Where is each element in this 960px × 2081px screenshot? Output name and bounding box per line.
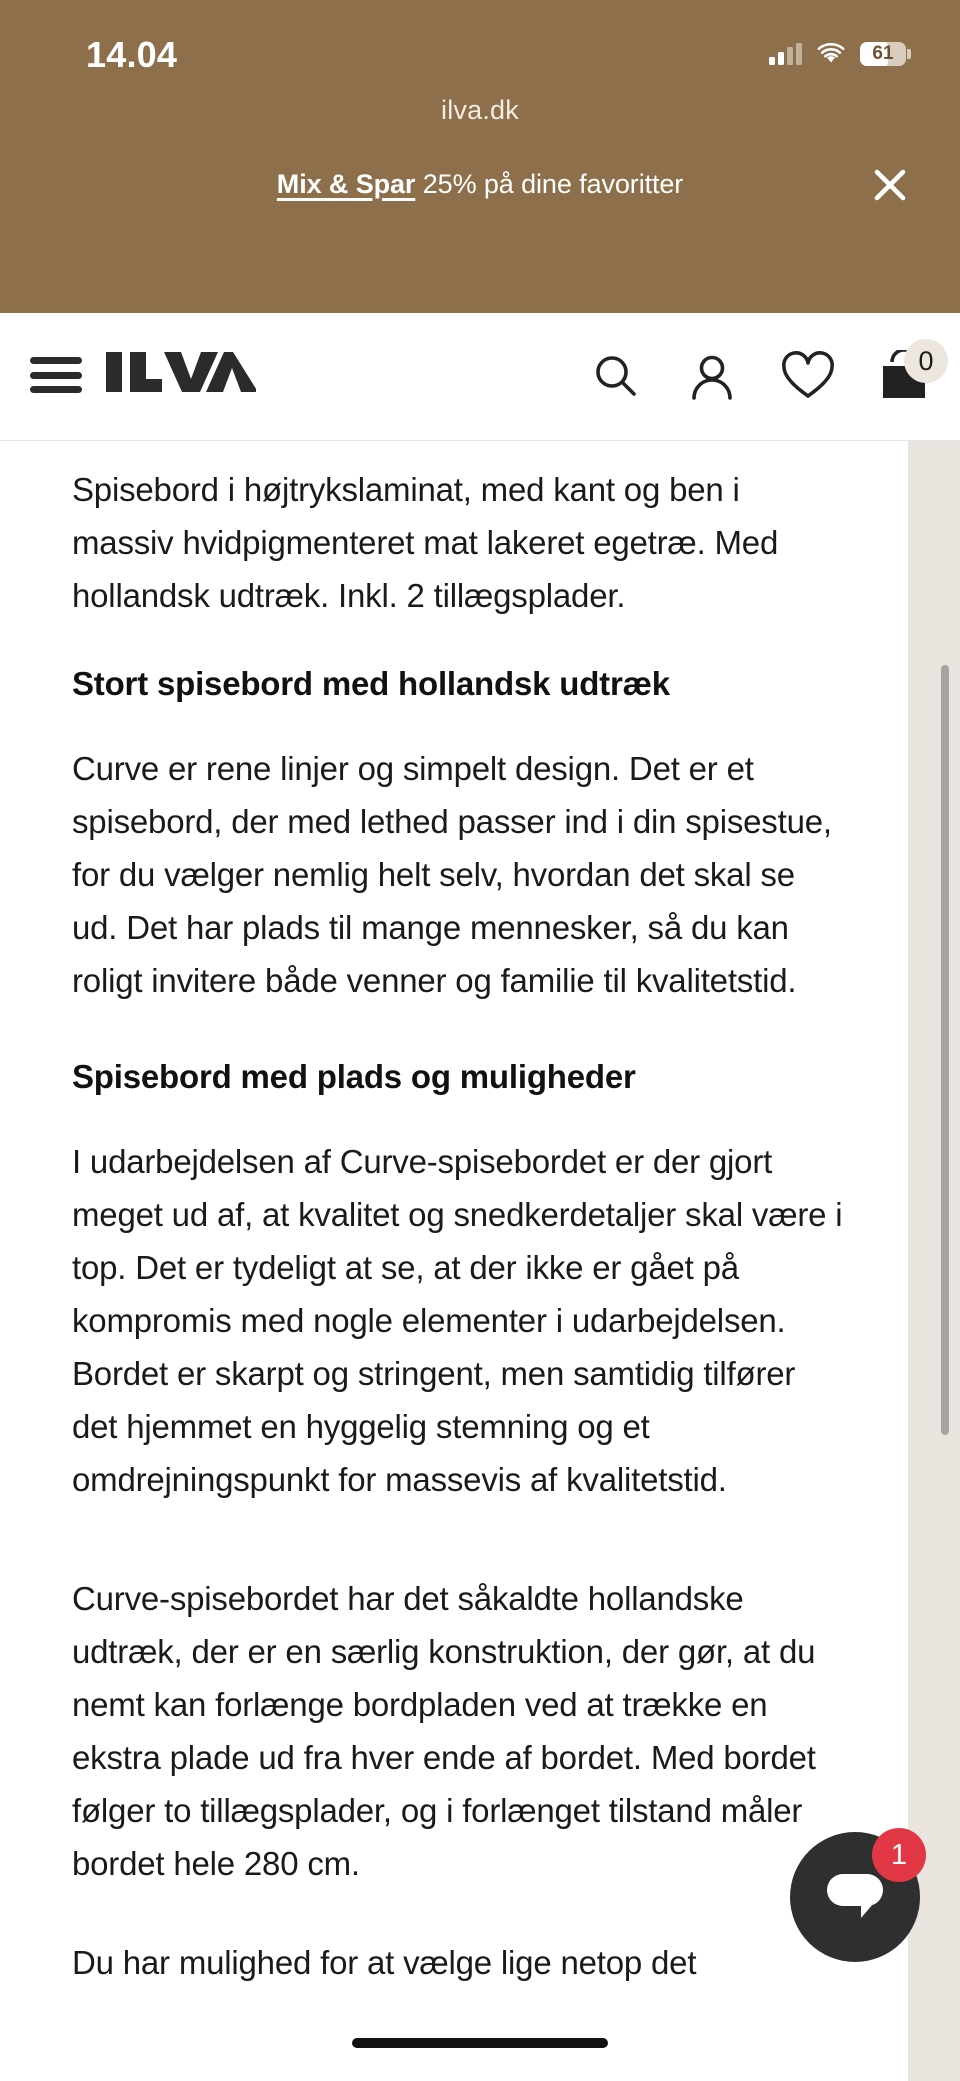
promo-close-button[interactable] [868, 163, 912, 207]
chat-widget-button[interactable] [790, 1832, 920, 1962]
chat-bubble-icon [821, 1866, 889, 1928]
section-paragraph-4: Du har mulighed for at vælge lige netop det [72, 1944, 697, 1981]
battery-percent: 61 [872, 43, 894, 64]
section-heading-2: Spisebord med plads og muligheder [72, 1058, 636, 1095]
browser-url-bar[interactable] [0, 95, 960, 126]
intro-paragraph: Spisebord i højtrykslaminat, med kant og ben i massiv hvidpigmenteret mat lakeret egetræ. Med hollandsk udtræk. Inkl. 2 tillægsplader. [72, 471, 779, 614]
ios-status-bar [0, 0, 960, 92]
promo-banner-text [277, 169, 683, 200]
url-text: ilva.dk [441, 95, 519, 125]
close-icon [868, 163, 912, 207]
browser-chrome [0, 0, 960, 313]
wifi-icon [816, 43, 846, 65]
heart-favorites-icon [780, 350, 836, 404]
status-bar-indicators [769, 38, 906, 70]
section-heading-1: Stort spisebord med hollandsk udtræk [72, 665, 670, 702]
search-icon [589, 350, 643, 404]
brand-wordmark [106, 348, 256, 396]
page-scroll-area[interactable] [0, 441, 960, 2081]
site-header [0, 313, 960, 441]
promo-rest-text: 25% på dine favoritter [415, 168, 684, 199]
cart-button[interactable] [874, 347, 934, 407]
ilva-logo[interactable] [106, 348, 256, 396]
cart-count-badge: 0 [904, 339, 948, 383]
cellular-bars-icon [769, 43, 802, 65]
chat-unread-badge: 1 [872, 1828, 926, 1882]
search-button[interactable] [586, 347, 646, 407]
header-icon-group [586, 345, 934, 409]
ios-home-indicator [352, 2038, 608, 2048]
favorites-button[interactable] [778, 347, 838, 407]
promo-link-text[interactable]: Mix & Spar [276, 168, 416, 199]
section-paragraph-1: Curve er rene linjer og simpelt design. Det er et spisebord, der med lethed passer ind i din spisestue, for du vælger nemlig helt selv, hvordan det skal se ud. Det har plads til mange mennesker, så du kan roligt invitere både venner og familie til kvalitetstid. [72, 750, 832, 999]
battery-icon [860, 42, 906, 66]
promo-banner[interactable] [0, 160, 960, 208]
section-paragraph-3: Curve-spisebordet har det såkaldte hollandske udtræk, der er en særlig konstruktion, der gør, at du nemt kan forlænge bordpladen ved at trække en ekstra plade ud fra hver ende af bordet. Med bordet følger to tillægsplader, og i forlænget tilstand måler bordet hele 280 cm. [72, 1580, 816, 1882]
product-description-card [0, 441, 908, 2081]
vertical-scrollbar[interactable] [941, 665, 949, 1435]
section-paragraph-2: I udarbejdelsen af Curve-spisebordet er der gjort meget ud af, at kvalitet og snedkerdetaljer skal være i top. Det er tydeligt at se, at der ikke er gået på kompromis med nogle elementer i udarbejdelsen. Bordet er skarpt og stringent, men samtidig tilfører det hjemmet en hyggelig stemning og et omdrejningspunkt for massevis af kvalitetstid. [72, 1143, 843, 1498]
user-account-icon [685, 350, 739, 404]
status-bar-time: 14.04 [86, 34, 178, 75]
hamburger-menu-icon[interactable] [30, 353, 82, 397]
account-button[interactable] [682, 347, 742, 407]
